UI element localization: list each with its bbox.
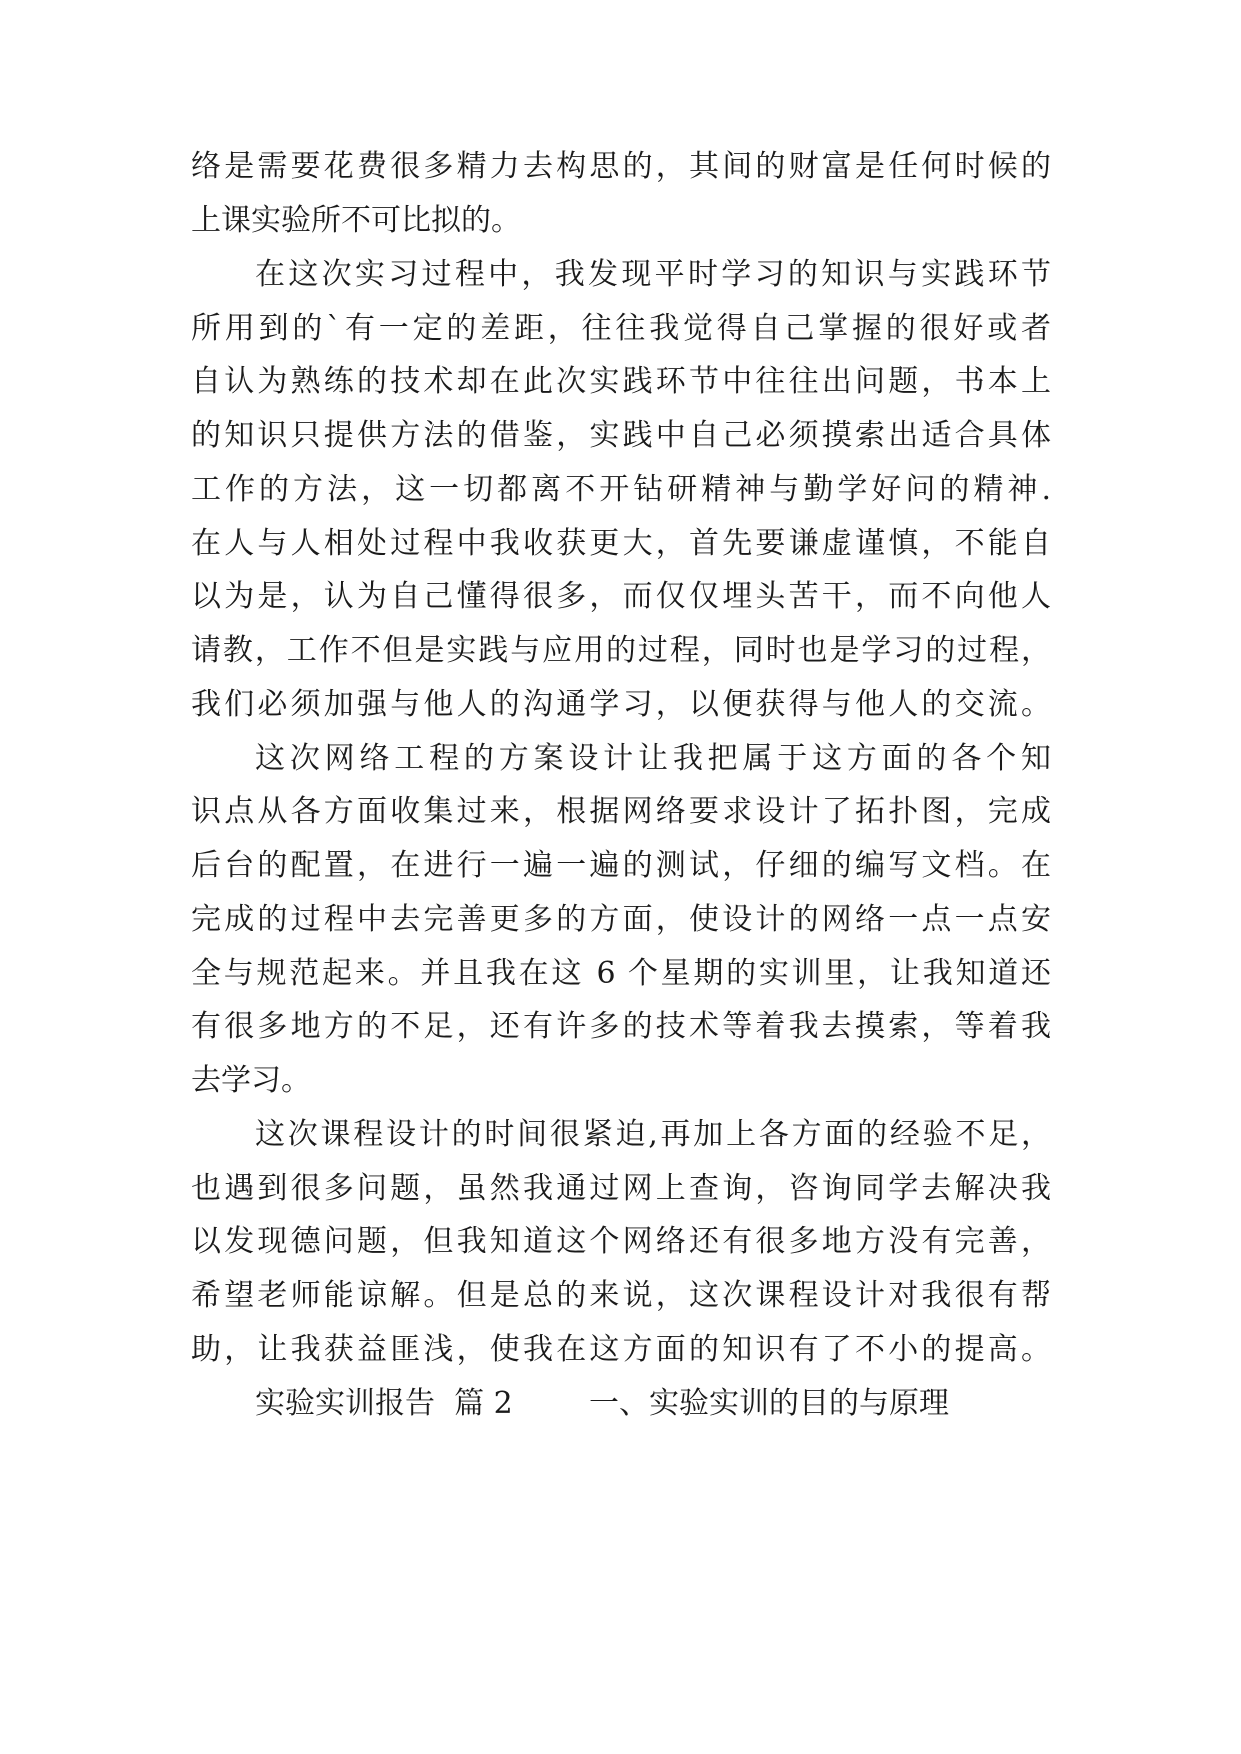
body-text-line: 的知识只提供方法的借鉴，实践中自己必须摸索出适合具体 (191, 418, 1051, 453)
paragraph-first-line: 这次课程设计的时间很紧迫,再加上各方面的经验不足， (255, 1117, 1051, 1152)
body-text-line: 络是需要花费很多精力去构思的，其间的财富是任何时候的 (191, 149, 1051, 184)
body-text-line: 后台的配置，在进行一遍一遍的测试，仔细的编写文档。在 (191, 848, 1051, 883)
body-text-line: 以发现德问题，但我知道这个网络还有很多地方没有完善， (191, 1224, 1051, 1259)
section-heading: 实验实训报告 篇 2 一、实验实训的目的与原理 (255, 1386, 949, 1421)
body-text-line: 以为是，认为自己懂得很多，而仅仅埋头苦干，而不向他人 (191, 579, 1051, 614)
body-text-line: 上课实验所不可比拟的。 (191, 203, 521, 238)
body-text-line: 工作的方法，这一切都离不开钻研精神与勤学好问的精神. (191, 472, 1051, 507)
paragraph-first-line: 这次网络工程的方案设计让我把属于这方面的各个知 (255, 741, 1051, 776)
body-text-line: 识点从各方面收集过来，根据网络要求设计了拓扑图，完成 (191, 794, 1051, 829)
body-text-line: 自认为熟练的技术却在此次实践环节中往往出问题，书本上 (191, 364, 1051, 399)
body-text-line: 所用到的`有一定的差距，往往我觉得自己掌握的很好或者 (191, 311, 1051, 346)
body-text-line: 也遇到很多问题，虽然我通过网上查询，咨询同学去解决我 (191, 1171, 1051, 1206)
paragraph-first-line: 在这次实习过程中，我发现平时学习的知识与实践环节 (255, 257, 1051, 292)
body-text-line: 请教，工作不但是实践与应用的过程，同时也是学习的过程， (191, 633, 1051, 668)
body-text-line: 去学习。 (191, 1063, 311, 1098)
body-text-line: 全与规范起来。并且我在这 6 个星期的实训里，让我知道还 (191, 956, 1051, 991)
body-text-line: 在人与人相处过程中我收获更大，首先要谦虚谨慎，不能自 (191, 526, 1051, 561)
body-text-line: 完成的过程中去完善更多的方面，使设计的网络一点一点安 (191, 902, 1051, 937)
body-text-line: 有很多地方的不足，还有许多的技术等着我去摸索，等着我 (191, 1009, 1051, 1044)
body-text-line: 助，让我获益匪浅，使我在这方面的知识有了不小的提高。 (191, 1332, 1051, 1367)
body-text-line: 希望老师能谅解。但是总的来说，这次课程设计对我很有帮 (191, 1278, 1051, 1313)
body-text-line: 我们必须加强与他人的沟通学习，以便获得与他人的交流。 (191, 687, 1051, 722)
